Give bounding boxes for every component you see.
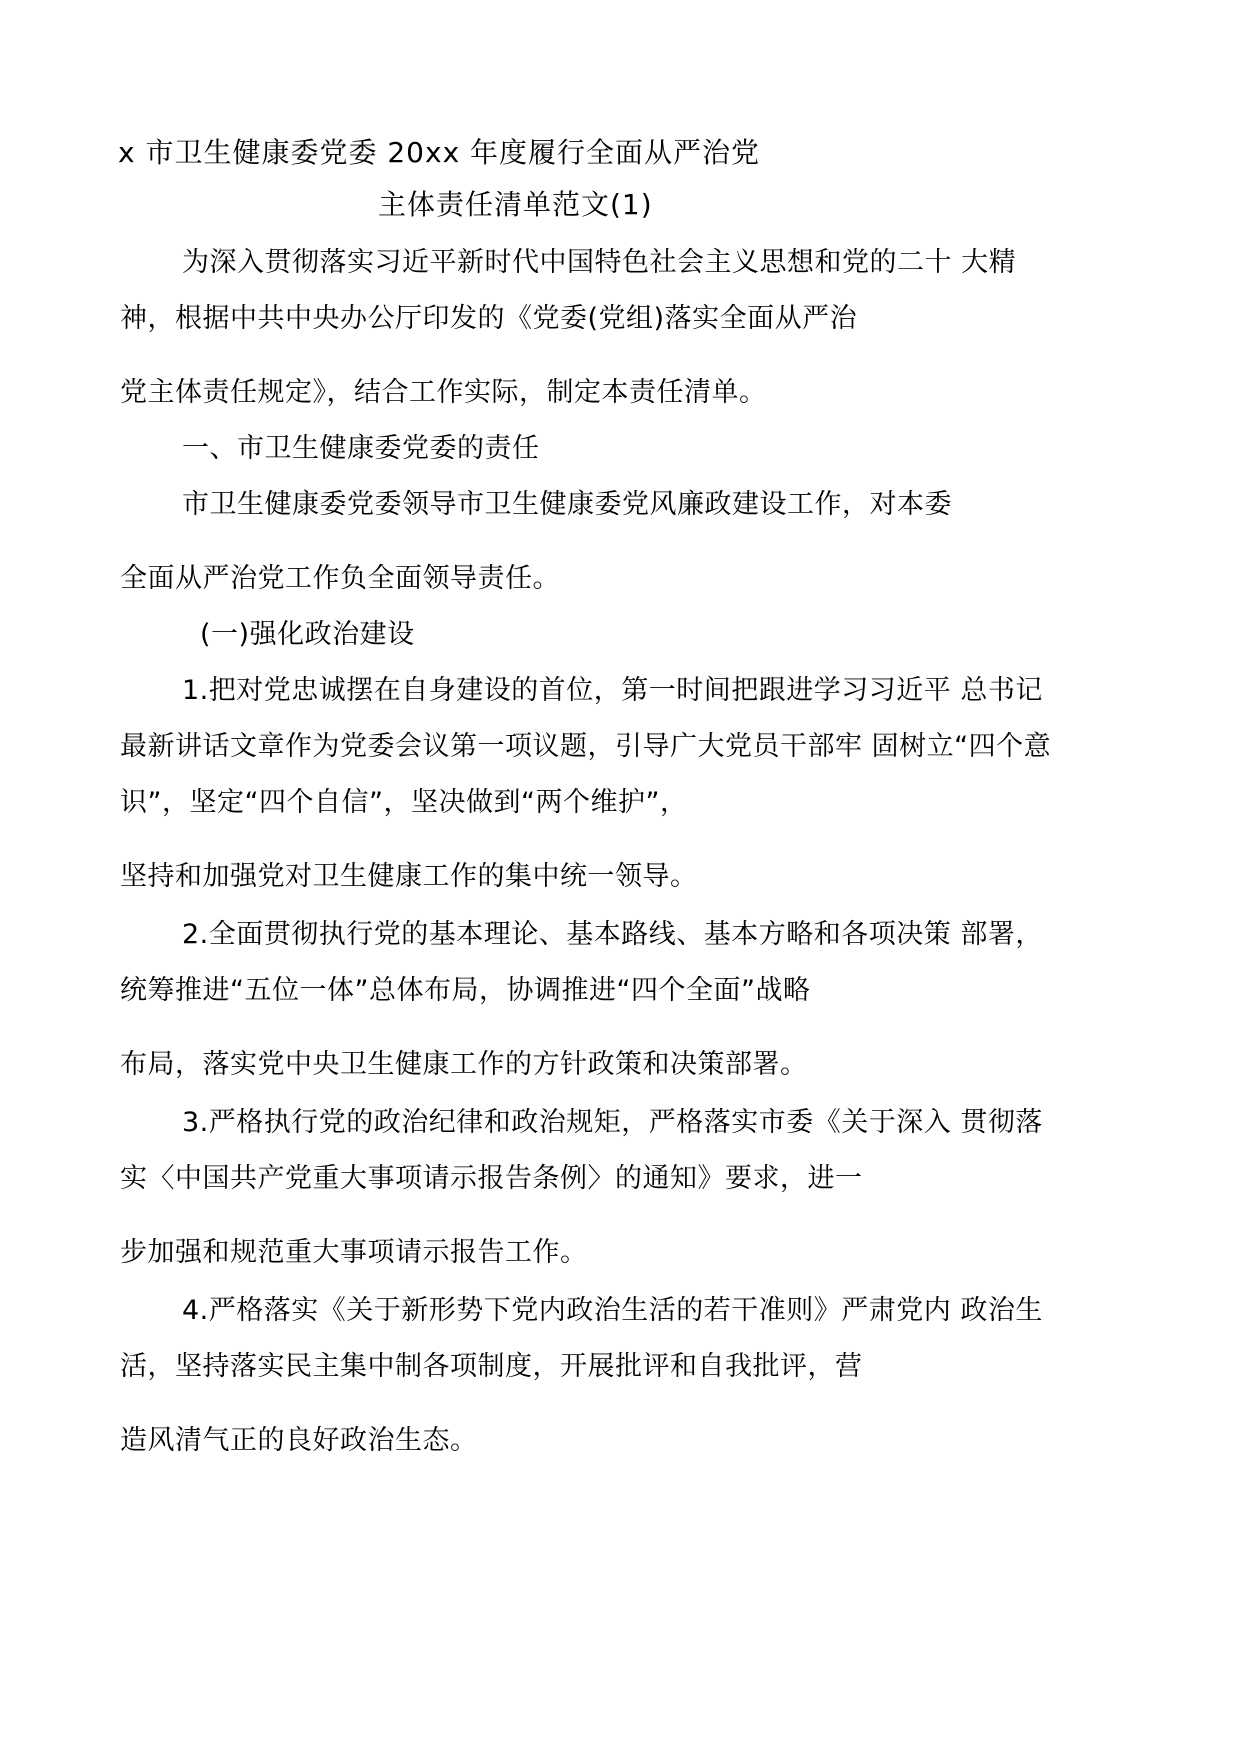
item-2-line-2: 统筹推进“五位一体”总体布局，协调推进“四个全面”战略 <box>120 975 811 1006</box>
item-3-line-2: 实〈中国共产党重大事项请示报告条例〉的通知》要求，进一 <box>120 1163 863 1194</box>
item-2-line-1: 2.全面贯彻执行党的基本理论、基本路线、基本方略和各项决策 部署， <box>182 919 1043 950</box>
subsection-heading: (一)强化政治建设 <box>200 619 415 650</box>
document-title-line-2: 主体责任清单范文(1) <box>378 188 653 221</box>
document-title-line-1: x 市卫生健康委党委 20xx 年度履行全面从严治党 <box>118 136 761 169</box>
item-1-line-2: 最新讲话文章作为党委会议第一项议题，引导广大党员干部牢 固树立“四个意 <box>120 731 1052 762</box>
item-2-line-3: 布局，落实党中央卫生健康工作的方针政策和决策部署。 <box>120 1049 808 1080</box>
intro-line-2: 神，根据中共中央办公厅印发的《党委(党组)落实全面从严治 <box>120 303 858 334</box>
item-3-line-1: 3.严格执行党的政治纪律和政治规矩，严格落实市委《关于深入 贯彻落 <box>182 1107 1043 1138</box>
intro-line-1: 为深入贯彻落实习近平新时代中国特色社会主义思想和党的二十 大精 <box>182 247 1017 278</box>
item-3-line-3: 步加强和规范重大事项请示报告工作。 <box>120 1237 588 1268</box>
item-4-line-3: 造风清气正的良好政治生态。 <box>120 1425 478 1456</box>
item-4-line-1: 4.严格落实《关于新形势下党内政治生活的若干准则》严肃党内 政治生 <box>182 1295 1043 1326</box>
item-1-line-4: 坚持和加强党对卫生健康工作的集中统一领导。 <box>120 861 698 892</box>
item-4-line-2: 活，坚持落实民主集中制各项制度，开展批评和自我批评，营 <box>120 1351 863 1382</box>
item-1-line-1: 1.把对党忠诚摆在自身建设的首位，第一时间把跟进学习习近平 总书记 <box>182 675 1043 706</box>
item-1-line-3: 识”，坚定“四个自信”，坚决做到“两个维护”， <box>120 787 688 818</box>
section-intro-line-2: 全面从严治党工作负全面领导责任。 <box>120 563 560 594</box>
section-heading: 一、市卫生健康委党委的责任 <box>182 433 540 464</box>
intro-line-3: 党主体责任规定》，结合工作实际，制定本责任清单。 <box>120 377 767 408</box>
section-intro-line-1: 市卫生健康委党委领导市卫生健康委党风廉政建设工作，对本委 <box>182 489 952 520</box>
